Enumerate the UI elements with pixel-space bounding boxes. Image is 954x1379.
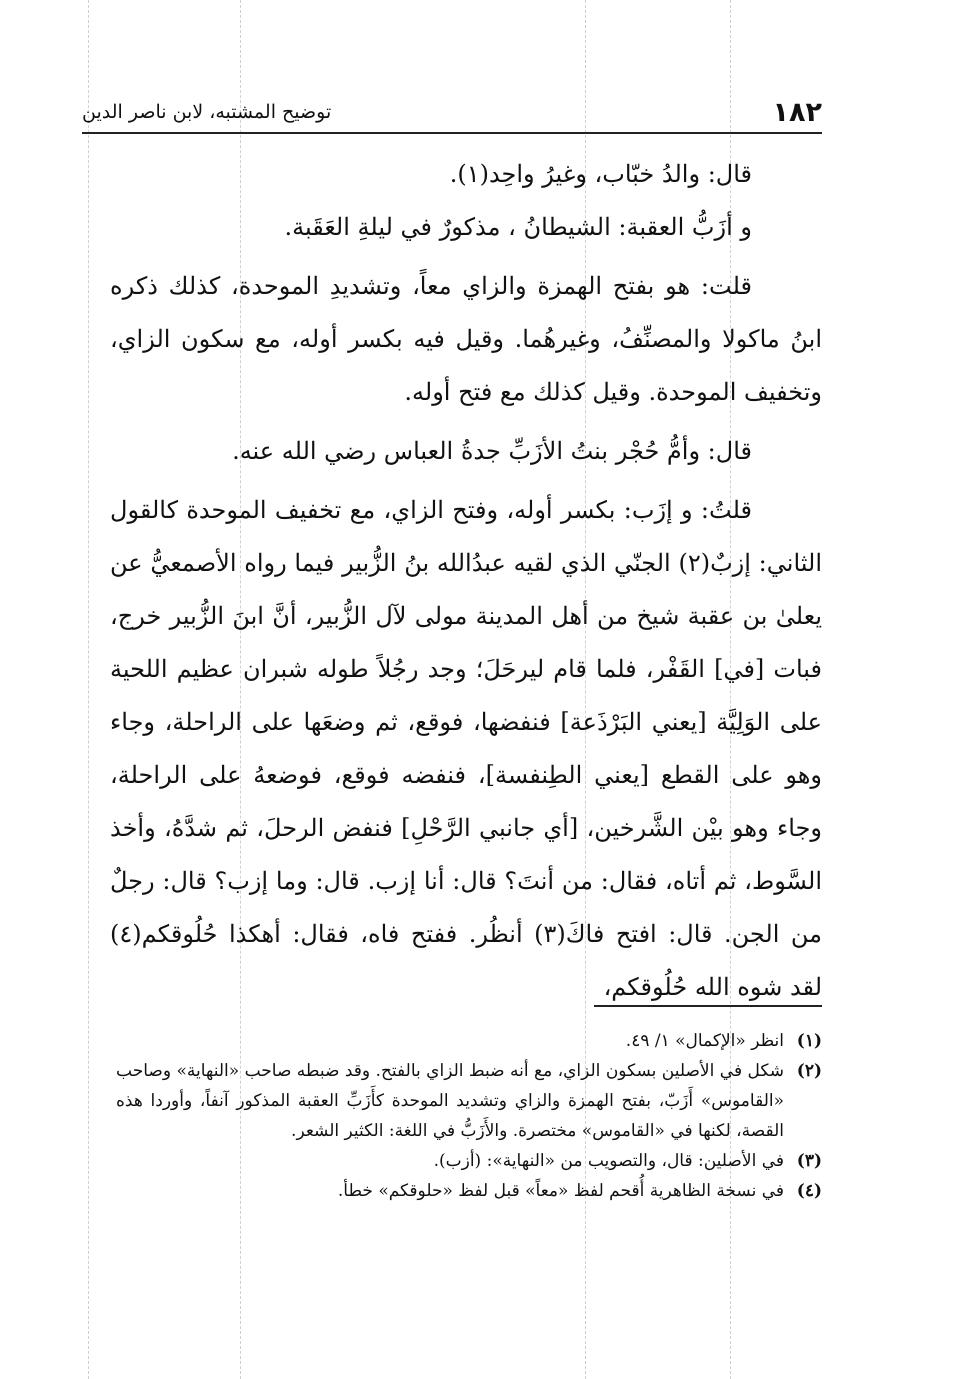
running-title: توضيح المشتبه، لابن ناصر الدين xyxy=(82,101,332,123)
footnote-number: (٤) xyxy=(796,1181,822,1201)
footnote-number: (١) xyxy=(796,1031,822,1051)
footnote-number: (٢) xyxy=(796,1061,822,1081)
footnote-text: انظر «الإكمال» ١/ ٤٩. xyxy=(625,1031,784,1051)
paragraph: قلتُ: و إزَب: بكسر أوله، وفتح الزاي، مع تخفيف الموحدة كالقول الثاني: إزبٌ(٢) الجنّي الذي لقيه عبدُالله بنُ الزُّبير فيما رواه الأصمعيُّ عن يعلىٰ بن عقبة شيخ من أهل المدينة مولى لآل الزُّبير، أنَّ ابنَ الزُّبير خرج، فبات [في] القَفْر، فلما قام ليرحَلَ؛ وجد رجُلاً طوله شبران عظيم اللحية على الوَلِيَّة [يعني البَرْذَعة] فنفضها، فوقع، ثم وضعَها على الراحلة، وجاء وهو على القطع [يعني الطِنفسة]، فنفضه فوقع، فوضعهُ على الراحلة، وجاء وهو بيْن الشَّرخين، [أي جانبي الرَّحْلِ] فنفض الرحلَ، ثم شدَّهُ، وأخذ السَّوط، ثم أتاه، فقال: من أنتَ؟ قال: أنا إزب. قال: وما إزب؟ قال: رجلٌ من الجن. قال: افتح فاكَ(٣) أنظُر. ففتح فاه، فقال: أهكذا حُلُوقكم(٤) لقد شوه الله حُلُوقكم، xyxy=(110,496,823,1001)
scan-guide-line xyxy=(88,0,89,1379)
page-number: ١٨٢ xyxy=(772,96,822,128)
page-header xyxy=(82,92,822,134)
footnotes xyxy=(116,1026,822,1206)
footnote-text: في الأصلين: قال، والتصويب من «النهاية»: (أزب). xyxy=(433,1151,784,1171)
paragraph: و أزَبُّ العقبة: الشيطانُ ، مذكورٌ في ليلةِ العَقَبة. xyxy=(284,213,752,241)
footnote-number: (٣) xyxy=(796,1151,822,1171)
paragraph: قال: وأمُّ حُجْر بنتُ الأزَبِّ جدةُ العباس رضي الله عنه. xyxy=(232,437,752,465)
paragraph: قال: والدُ خبّاب، وغيرُ واحِد(١). xyxy=(449,160,752,188)
footnote-text: شكل في الأصلين بسكون الزاي، مع أنه ضبط الزاي بالفتح. وقد ضبطه صاحب «النهاية» وصاحب «القاموس» أَزَبّ، بفتح الهمزة والزاي وتشديد الموحدة كأَزَبِّ العقبة المذكور آنفاً، وأوردا هذه القصة، لكنها في «القاموس» مختصرة. والأَزَبُّ في اللغة: الكثير الشعر. xyxy=(116,1061,784,1141)
footnote xyxy=(116,1056,822,1146)
main-text xyxy=(110,148,822,1014)
footnote xyxy=(116,1026,822,1056)
footnote xyxy=(116,1176,822,1206)
footnote xyxy=(116,1146,822,1176)
footnote-separator xyxy=(594,1005,822,1007)
paragraph: قلت: هو بفتح الهمزة والزاي معاً، وتشديدِ الموحدة، كذلك ذكره ابنُ ماكولا والمصنِّفُ، وغيرهُما. وقيل فيه بكسر أوله، مع سكون الزاي، وتخفيف الموحدة. وقيل كذلك مع فتح أوله. xyxy=(110,272,822,406)
footnote-text: في نسخة الظاهرية أُقحم لفظ «معاً» قبل لفظ «حلوقكم» خطأ. xyxy=(337,1181,784,1201)
